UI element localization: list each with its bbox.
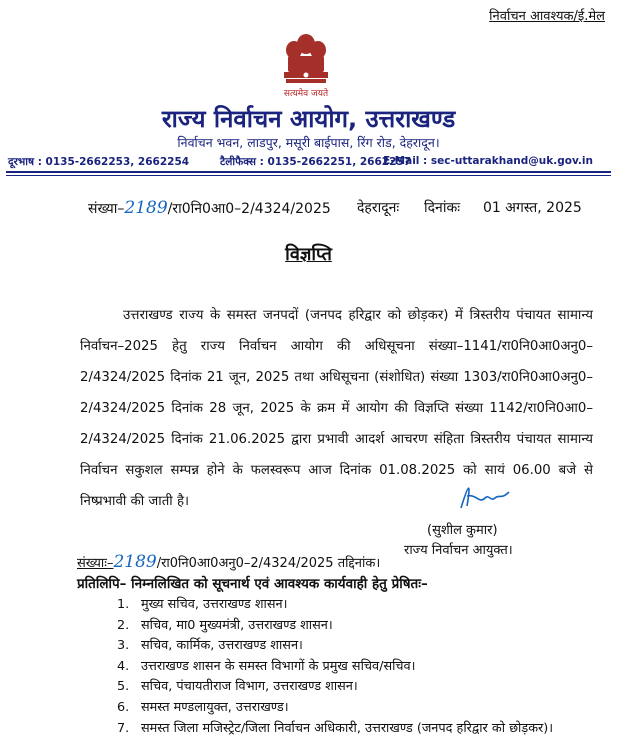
organization-title: राज्य निर्वाचन आयोग, उत्तराखण्ड xyxy=(161,105,456,133)
copy-reference-number: 2189 xyxy=(113,552,157,572)
copy-reference-code: /रा0नि0आ0अनु0–2/4324/2025 तद्दिनांक। xyxy=(156,556,381,571)
header-divider-thin xyxy=(6,175,611,176)
reference-code: /रा0नि0आ0–2/4324/2025 xyxy=(167,201,331,217)
list-item: 7. समस्त जिला मजिस्ट्रेट/जिला निर्वाचन अधिकारी, उत्तराखण्ड (जनपद हरिद्वार को छोड़कर)। xyxy=(117,720,554,736)
notice-body: उत्तराखण्ड राज्य के समस्त जनपदों (जनपद हरिद्वार को छोड़कर) में त्रिस्तरीय पंचायत सामान्य निर्वाचन–2025 हेतु राज्य निर्वाचन आयोग की अधिसूचना संख्या–1141/रा0नि0आ0अनु0–2/4324/2025 दिनांक 21 जून, 2025 तथा अधिसूचना (संशोधित) संख्या 1303/रा0नि0आ0अनु0–2/4324/2025 दिनांक 28 जून, 2025 के क्रम में आयोग की विज्ञप्ति संख्या 1142/रा0नि0आ0–2/4324/2025 दिनांक 21.06.2025 द्वारा प्रभावी आदर्श आचरण संहिता त्रिस्तरीय पंचायत सामान्य निर्वाचन सकुशल सम्पन्न होने के फलस्वरूप आज दिनांक 01.08.2025 को सायं 06.00 बजे से निष्प्रभावी की जाती है। xyxy=(80,308,593,509)
reference-number: 2189 xyxy=(124,198,168,218)
header-divider xyxy=(6,171,611,173)
list-item: 4. उत्तराखण्ड शासन के समस्त विभागों के प्रमुख सचिव/सचिव। xyxy=(117,658,416,674)
notice-heading: विज्ञप्ति xyxy=(285,244,332,265)
reference-place: देहरादूनः xyxy=(357,200,400,216)
copy-reference-label: संख्याः– xyxy=(77,556,114,571)
list-item: 5. सचिव, पंचायतीराज विभाग, उत्तराखण्ड शासन। xyxy=(117,679,358,695)
reference-label: संख्या– xyxy=(88,201,125,217)
copy-reference-line xyxy=(77,552,380,572)
signatory-name: (सुशील कुमार) xyxy=(427,523,498,538)
emblem-caption: सत्यमेव जयते xyxy=(283,89,329,99)
recipient-list xyxy=(117,595,597,739)
list-item: 3. सचिव, कार्मिक, उत्तराखण्ड शासन। xyxy=(117,638,303,654)
copy-intro: प्रतिलिपि– निम्नलिखित को सूचनार्थ एवं आवश्यक कार्यवाही हेतु प्रेषितः– xyxy=(77,576,428,592)
reference-line xyxy=(88,198,331,218)
phone-number: दूरभाष : 0135-2662253, 2662254 xyxy=(8,156,190,168)
fax-number: टैलीफैक्स : 0135-2662251, 2662257 xyxy=(220,156,412,168)
list-item: 6. समस्त मण्डलायुक्त, उत्तराखण्ड। xyxy=(117,699,289,715)
organization-address: निर्वाचन भवन, लाडपुर, मसूरी बाईपास, रिंग रोड, देहरादून। xyxy=(177,135,440,150)
reference-date: 01 अगस्त, 2025 xyxy=(483,200,582,216)
list-item: 2. सचिव, मा0 मुख्यमंत्री, उत्तराखण्ड शासन। xyxy=(117,617,333,633)
email-address: E-Mail : sec-uttarakhand@uk.gov.in xyxy=(383,155,593,167)
list-item: 1. मुख्य सचिव, उत्तराखण्ड शासन। xyxy=(117,597,288,612)
signatory-designation: राज्य निर्वाचन आयुक्त। xyxy=(404,543,513,558)
reference-date-label: दिनांकः xyxy=(424,200,461,216)
signature-icon xyxy=(455,478,515,514)
header-note: निर्वाचन आवश्यक/ई.मेल xyxy=(489,9,605,24)
